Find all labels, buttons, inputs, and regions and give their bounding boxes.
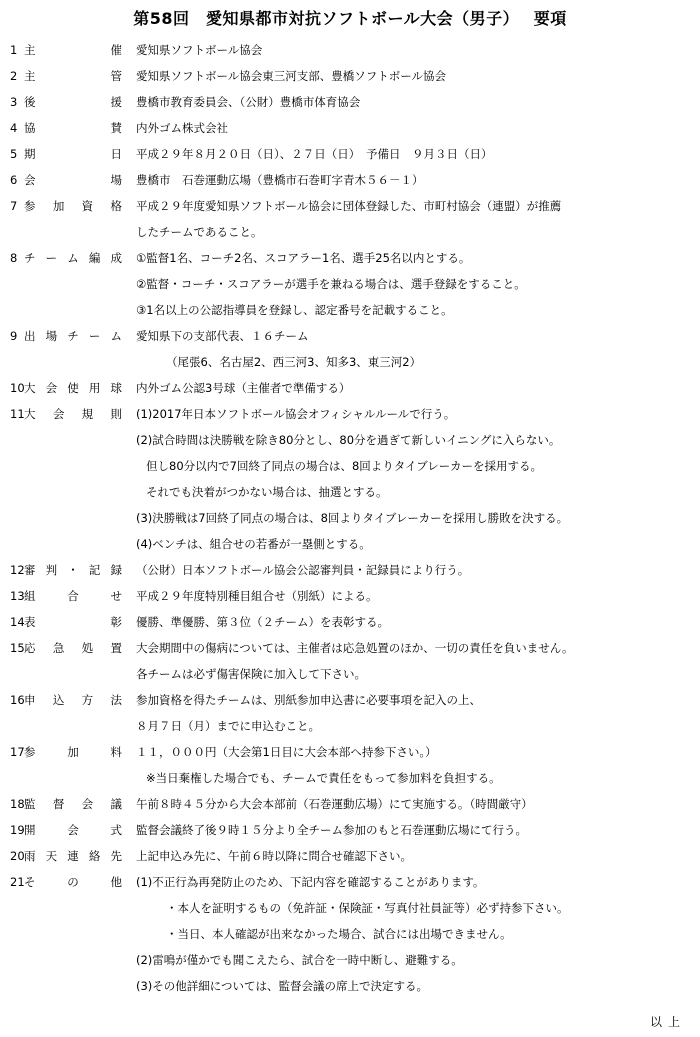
item-label-char: 料 [110, 745, 122, 759]
item-label [24, 115, 122, 141]
item-label-char: 式 [110, 823, 122, 837]
item-row [0, 817, 700, 843]
item-text: (2)試合時間は決勝戦を除き80分とし、80分を過ぎて新しいイニングに入らない。 [136, 433, 561, 447]
item-text: ③1名以上の公認指導員を登録し、認定番号を記載すること。 [136, 303, 453, 317]
item-label-char: 成 [110, 251, 122, 265]
item-label [24, 141, 122, 167]
item-label-char: 連 [67, 849, 79, 863]
item-text: 午前８時４５分から大会本部前（石巻運動広場）にて実施する。（時間厳守） [136, 797, 533, 811]
item-text: 大会期間中の傷病については、主催者は応急処置のほか、一切の責任を負いません。 [136, 641, 574, 655]
item-continuation-row [0, 219, 700, 245]
item-label-char: 判 [45, 563, 58, 577]
item-row [0, 843, 700, 869]
item-text: 愛知県ソフトボール協会東三河支部、豊橋ソフトボール協会 [136, 69, 447, 83]
item-text: ・当日、本人確認が出来なかった場合、試合には出場できません。 [166, 927, 512, 941]
item-text: (3)その他詳細については、監督会議の席上で決定する。 [136, 979, 429, 993]
item-label-char: 格 [110, 199, 122, 213]
item-continuation-row [0, 479, 700, 505]
item-label [24, 167, 122, 193]
item-label-char: 先 [110, 849, 122, 863]
item-continuation-row [0, 427, 700, 453]
item-row [0, 89, 700, 115]
item-label-char: ム [67, 251, 79, 265]
item-row [0, 869, 700, 895]
item-label [24, 401, 122, 427]
item-label-char: 法 [110, 693, 122, 707]
item-text: 愛知県下の支部代表、１６チーム [136, 329, 309, 343]
item-text: 優勝、準優勝、第３位（２チーム）を表彰する。 [136, 615, 389, 629]
item-label-char: 大 [24, 381, 36, 395]
item-label-char: 使 [67, 381, 79, 395]
item-number: 2 [10, 69, 18, 83]
item-label-char: 会 [81, 797, 94, 811]
item-row [0, 115, 700, 141]
item-label-char: 場 [45, 329, 58, 343]
item-continuation-row [0, 505, 700, 531]
item-label-char: 日 [110, 147, 122, 161]
item-label-char: 参 [24, 199, 36, 213]
item-row [0, 245, 700, 271]
item-label [24, 791, 122, 817]
document-title: 第58回 愛知県都市対抗ソフトボール大会（男子） 要項 [133, 9, 567, 28]
item-number: 12 [10, 563, 25, 577]
item-number: 7 [10, 199, 18, 213]
item-label-char: 記 [88, 563, 101, 577]
item-label [24, 557, 122, 583]
item-text: ８月７日（月）までに申込むこと。 [136, 719, 320, 733]
item-label [24, 63, 122, 89]
item-label-char: 加 [52, 199, 65, 213]
item-number: 16 [10, 693, 25, 707]
item-text: 内外ゴム公認3号球（主催者で準備する） [136, 381, 351, 395]
item-label [24, 739, 122, 765]
item-row [0, 739, 700, 765]
item-label [24, 37, 122, 63]
item-label-char: 催 [110, 43, 122, 57]
item-number: 4 [10, 121, 18, 135]
item-label-char: 天 [45, 849, 58, 863]
item-label-char: 用 [88, 381, 101, 395]
item-number: 13 [10, 589, 25, 603]
item-label [24, 193, 122, 219]
item-label-char: 会 [52, 407, 65, 421]
item-text: 内外ゴム株式会社 [136, 121, 228, 135]
item-continuation-row [0, 349, 700, 375]
item-text: （公財）日本ソフトボール協会公認審判員・記録員により行う。 [136, 563, 470, 577]
item-row [0, 141, 700, 167]
item-label-char: 審 [24, 563, 36, 577]
item-label-char: の [67, 875, 79, 889]
item-label [24, 245, 122, 271]
item-label-char: 規 [81, 407, 94, 421]
item-text: 各チームは必ず傷害保険に加入して下さい。 [136, 667, 366, 681]
item-label-char: 会 [67, 823, 79, 837]
item-label-char: 則 [110, 407, 122, 421]
item-label-char: 会 [45, 381, 58, 395]
item-label [24, 89, 122, 115]
item-row [0, 193, 700, 219]
item-continuation-row [0, 947, 700, 973]
item-label-char: 議 [110, 797, 122, 811]
item-label-char: 管 [110, 69, 122, 83]
item-label-char: ー [88, 329, 101, 343]
item-label-char: 急 [52, 641, 65, 655]
item-label-char: 置 [110, 641, 122, 655]
item-row [0, 557, 700, 583]
item-label-char: 他 [110, 875, 122, 889]
item-row [0, 609, 700, 635]
item-label-char: 協 [24, 121, 36, 135]
item-label-char: 合 [67, 589, 79, 603]
item-label-char: 込 [52, 693, 65, 707]
closing-mark: 以上 [649, 1015, 686, 1029]
item-number: 18 [10, 797, 25, 811]
item-number: 11 [10, 407, 25, 421]
item-label [24, 869, 122, 895]
item-text: 平成２９年度特別種目組合せ（別紙）による。 [136, 589, 378, 603]
item-text: (1)2017年日本ソフトボール協会オフィシャルルールで行う。 [136, 407, 456, 421]
item-continuation-row [0, 453, 700, 479]
item-label-char: 開 [24, 823, 36, 837]
item-continuation-row [0, 921, 700, 947]
item-row [0, 37, 700, 63]
item-label-char: 参 [24, 745, 36, 759]
item-label-char: 出 [24, 329, 36, 343]
item-label-char: 主 [24, 69, 36, 83]
item-continuation-row [0, 713, 700, 739]
item-number: 9 [10, 329, 18, 343]
item-row [0, 791, 700, 817]
item-label-char: 資 [81, 199, 94, 213]
item-text: したチームであること。 [136, 225, 263, 239]
item-label-char: 主 [24, 43, 36, 57]
item-text: （尾張6、名古屋2、西三河3、知多3、東三河2） [166, 355, 422, 369]
item-label-char: 雨 [24, 849, 36, 863]
item-continuation-row [0, 765, 700, 791]
item-continuation-row [0, 661, 700, 687]
item-label-char: 監 [24, 797, 36, 811]
item-text: それでも決着がつかない場合は、抽選とする。 [146, 485, 388, 499]
item-label [24, 323, 122, 349]
item-label [24, 687, 122, 713]
item-label-char: 後 [24, 95, 36, 109]
item-label-char: 場 [110, 173, 122, 187]
item-label-char: チ [24, 251, 36, 265]
item-label-char: 録 [110, 563, 122, 577]
item-number: 8 [10, 251, 18, 265]
item-label-char: 球 [110, 381, 122, 395]
item-text: 上記申込み先に、午前６時以降に問合せ確認下さい。 [136, 849, 412, 863]
item-text: (4)ベンチは、組合せの若番が一塁側とする。 [136, 537, 371, 551]
item-continuation-row [0, 297, 700, 323]
item-label-char: 組 [24, 589, 36, 603]
item-label-char: 応 [24, 641, 36, 655]
item-label-char: 賛 [110, 121, 122, 135]
item-number: 19 [10, 823, 25, 837]
item-label-char: 処 [81, 641, 94, 655]
item-text: 参加資格を得たチームは、別紙参加申込書に必要事項を記入の上、 [136, 693, 481, 707]
item-text: 愛知県ソフトボール協会 [136, 43, 263, 57]
item-number: 15 [10, 641, 25, 655]
item-label-char: 加 [67, 745, 79, 759]
item-label-char: 督 [52, 797, 65, 811]
item-label-char: せ [110, 589, 122, 603]
item-label [24, 375, 122, 401]
item-text: 豊橋市教育委員会、（公財）豊橋市体育協会 [136, 95, 361, 109]
item-number: 3 [10, 95, 18, 109]
item-label-char: 表 [24, 615, 36, 629]
item-row [0, 401, 700, 427]
item-row [0, 323, 700, 349]
item-number: 17 [10, 745, 25, 759]
item-text: ①監督1名、コーチ2名、スコアラー1名、選手25名以内とする。 [136, 251, 471, 265]
item-label [24, 609, 122, 635]
item-label-char: 彰 [110, 615, 122, 629]
item-label-char: ー [45, 251, 58, 265]
item-text: (2)雷鳴が僅かでも聞こえたら、試合を一時中断し、避難する。 [136, 953, 463, 967]
item-text: 平成２９年度愛知県ソフトボール協会に団体登録した、市町村協会（連盟）が推薦 [136, 199, 562, 213]
item-row [0, 687, 700, 713]
item-label-char: ム [110, 329, 122, 343]
item-label-char: 申 [24, 693, 36, 707]
item-continuation-row [0, 271, 700, 297]
item-label [24, 843, 122, 869]
item-label-char: 援 [110, 95, 122, 109]
item-text: (1)不正行為再発防止のため、下記内容を確認することがあります。 [136, 875, 485, 889]
item-number: 10 [10, 381, 25, 395]
item-label [24, 635, 122, 661]
item-label-char: 会 [24, 173, 36, 187]
item-text: 豊橋市 石巻運動広場（豊橋市石巻町字青木５６－１） [136, 173, 424, 187]
item-text: ※当日棄権した場合でも、チームで責任をもって参加料を負担する。 [146, 771, 501, 785]
item-number: 20 [10, 849, 25, 863]
item-continuation-row [0, 973, 700, 999]
item-text: 平成２９年８月２０日（日）、２７日（日） 予備日 ９月３日（日） [136, 147, 493, 161]
item-row [0, 375, 700, 401]
item-continuation-row [0, 531, 700, 557]
item-label-char: 大 [24, 407, 36, 421]
item-label-char: ・ [67, 563, 79, 577]
item-text: (3)決勝戦は7回終了同点の場合は、8回よりタイブレーカーを採用し勝敗を決する。 [136, 511, 569, 525]
item-number: 5 [10, 147, 18, 161]
item-label [24, 583, 122, 609]
item-number: 14 [10, 615, 25, 629]
item-label [24, 817, 122, 843]
item-number: 6 [10, 173, 18, 187]
item-row [0, 583, 700, 609]
item-label-char: 編 [88, 251, 101, 265]
item-text: ②監督・コーチ・スコアラーが選手を兼ねる場合は、選手登録をすること。 [136, 277, 526, 291]
item-label-char: チ [67, 329, 79, 343]
item-label-char: 絡 [88, 849, 101, 863]
item-label-char: 方 [81, 693, 94, 707]
item-text: ・本人を証明するもの（免許証・保険証・写真付社員証等）必ず持参下さい。 [166, 901, 569, 915]
item-row [0, 63, 700, 89]
item-row [0, 635, 700, 661]
item-label-char: そ [24, 875, 36, 889]
item-text: １１，０００円（大会第1日目に大会本部へ持参下さい。） [136, 745, 437, 759]
item-continuation-row [0, 895, 700, 921]
item-text: 監督会議終了後９時１５分より全チーム参加のもと石巻運動広場にて行う。 [136, 823, 527, 837]
item-number: 1 [10, 43, 18, 57]
item-row [0, 167, 700, 193]
item-label-char: 期 [24, 147, 36, 161]
item-text: 但し80分以内で7回終了同点の場合は、8回よりタイブレーカーを採用する。 [146, 459, 542, 473]
item-number: 21 [10, 875, 25, 889]
